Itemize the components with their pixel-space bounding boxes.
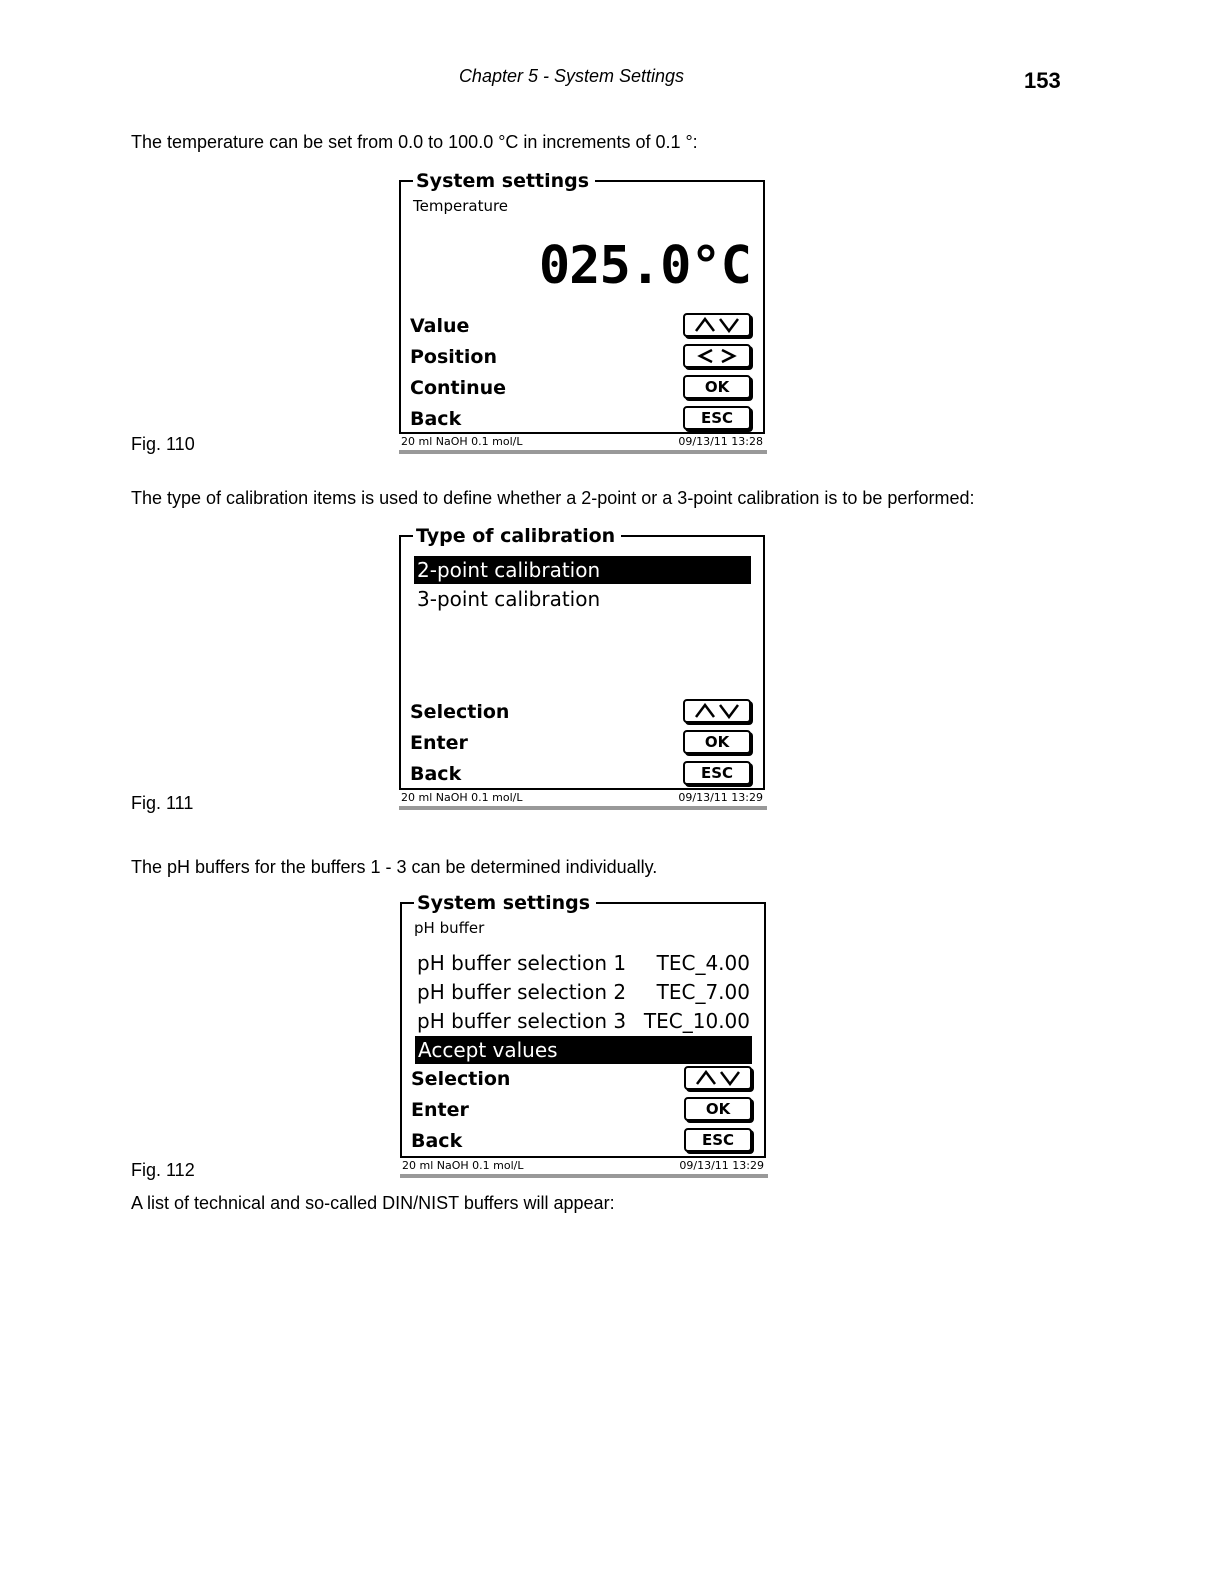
status-datetime: 09/13/11 13:29 bbox=[679, 1159, 764, 1172]
temperature-value: 025.0°C bbox=[538, 236, 751, 296]
control-label: Selection bbox=[411, 1068, 511, 1090]
control-label: Back bbox=[411, 1130, 463, 1152]
paragraph-temperature: The temperature can be set from 0.0 to 100.0 °C in increments of 0.1 °: bbox=[131, 132, 698, 152]
buffer-value: TEC_7.00 bbox=[656, 980, 750, 1004]
status-datetime: 09/13/11 13:29 bbox=[678, 791, 763, 804]
screen-subtitle: pH buffer bbox=[414, 919, 485, 937]
ok-key[interactable]: OK bbox=[683, 375, 751, 399]
buffer-row-2[interactable] bbox=[417, 978, 750, 1006]
page-number: 153 bbox=[1024, 68, 1061, 93]
control-label: Enter bbox=[411, 1099, 469, 1121]
buffer-label: pH buffer selection 3 bbox=[417, 1009, 627, 1033]
screen-title: System settings bbox=[413, 170, 595, 192]
status-datetime: 09/13/11 13:28 bbox=[678, 435, 763, 448]
control-row-back bbox=[410, 406, 751, 434]
esc-key[interactable]: ESC bbox=[683, 406, 751, 430]
figure-caption: Fig. 111 bbox=[131, 793, 194, 813]
esc-key[interactable]: ESC bbox=[684, 1128, 752, 1152]
screen-calibration-type bbox=[399, 525, 765, 790]
control-label: Position bbox=[410, 346, 497, 368]
option-3-point[interactable]: 3-point calibration bbox=[417, 587, 601, 611]
screen-temperature bbox=[399, 170, 765, 434]
control-label: Selection bbox=[410, 701, 510, 723]
buffer-row-1[interactable] bbox=[417, 949, 750, 977]
status-bar bbox=[399, 790, 767, 810]
control-row-selection bbox=[410, 699, 751, 727]
paragraph-buffer-list: A list of technical and so-called DIN/NIST buffers will appear: bbox=[131, 1193, 615, 1213]
figure-caption: Fig. 112 bbox=[131, 1160, 195, 1180]
left-right-key[interactable] bbox=[683, 344, 751, 368]
up-down-arrows-icon bbox=[693, 1070, 743, 1086]
screen-subtitle: Temperature bbox=[413, 197, 509, 215]
paragraph-calibration: The type of calibration items is used to define whether a 2-point or a 3-point calibration is to be performed: bbox=[131, 488, 975, 508]
control-label: Back bbox=[410, 763, 462, 785]
buffer-row-3[interactable] bbox=[417, 1007, 750, 1035]
up-down-arrows-icon bbox=[692, 317, 742, 333]
control-row-selection bbox=[411, 1066, 752, 1094]
control-label: Enter bbox=[410, 732, 468, 754]
status-method: 20 ml NaOH 0.1 mol/L bbox=[402, 1159, 524, 1172]
left-right-arrows-icon bbox=[692, 348, 742, 364]
control-row-enter bbox=[411, 1097, 752, 1125]
status-method: 20 ml NaOH 0.1 mol/L bbox=[401, 435, 523, 448]
frame-corner bbox=[399, 180, 401, 190]
frame-corner bbox=[400, 902, 402, 912]
status-bar bbox=[400, 1158, 768, 1178]
buffer-value: TEC_4.00 bbox=[656, 951, 750, 975]
accept-values-item[interactable]: Accept values bbox=[415, 1036, 752, 1064]
control-row-enter bbox=[410, 730, 751, 758]
control-label: Back bbox=[410, 408, 462, 430]
paragraph-ph-buffers: The pH buffers for the buffers 1 - 3 can be determined individually. bbox=[131, 857, 658, 877]
esc-key[interactable]: ESC bbox=[683, 761, 751, 785]
control-row-continue bbox=[410, 375, 751, 403]
up-down-key[interactable] bbox=[683, 699, 751, 723]
buffer-label: pH buffer selection 1 bbox=[417, 951, 627, 975]
ok-key[interactable]: OK bbox=[684, 1097, 752, 1121]
figure-caption: Fig. 110 bbox=[131, 434, 195, 454]
screen-title: System settings bbox=[414, 892, 596, 914]
screen-ph-buffer bbox=[400, 892, 766, 1158]
control-row-position bbox=[410, 344, 751, 372]
control-row-back bbox=[411, 1128, 752, 1156]
buffer-value: TEC_10.00 bbox=[643, 1009, 750, 1033]
up-down-key[interactable] bbox=[684, 1066, 752, 1090]
ok-key[interactable]: OK bbox=[683, 730, 751, 754]
up-down-key[interactable] bbox=[683, 313, 751, 337]
control-label: Continue bbox=[410, 377, 507, 399]
control-row-back bbox=[410, 761, 751, 789]
option-2-point[interactable]: 2-point calibration bbox=[414, 556, 751, 584]
chapter-header: Chapter 5 - System Settings bbox=[458, 66, 685, 86]
up-down-arrows-icon bbox=[692, 703, 742, 719]
status-bar bbox=[399, 434, 767, 454]
buffer-label: pH buffer selection 2 bbox=[417, 980, 627, 1004]
control-label: Value bbox=[410, 315, 470, 337]
status-method: 20 ml NaOH 0.1 mol/L bbox=[401, 791, 523, 804]
screen-title: Type of calibration bbox=[413, 525, 621, 547]
control-row-value bbox=[410, 313, 751, 341]
frame-corner bbox=[399, 535, 401, 545]
